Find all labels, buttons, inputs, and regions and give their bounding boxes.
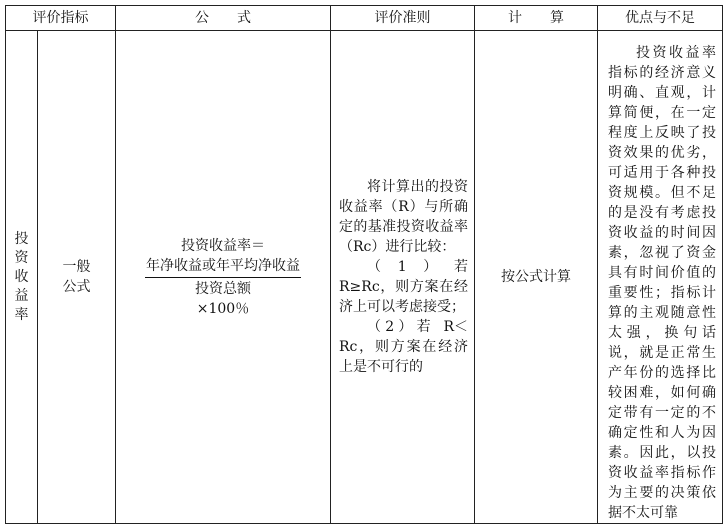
- sub-type: 一般公式: [62, 259, 91, 295]
- criteria-case-1: （1）若 R≥Rc，则方案在经济上可以考虑接受；: [339, 259, 468, 315]
- formula: [145, 236, 301, 319]
- pros-cons-cell: [598, 31, 723, 524]
- evaluation-table: [5, 5, 723, 524]
- calc-method: 按公式计算: [501, 269, 571, 285]
- pros-cons-text: 投资收益率指标的经济意义明确、直观，计算简便，在一定程度上反映了投资效果的优劣，可适用于各种投资规模。但不足的是没有考虑投资收益的时间因素，忽视了资金具有时间价值的重要性；指标计算的主观随意性太强，换句话说，就是正常生产年份的选择比较困难，如何确定带有一定的不确定性和人为因素。因此，以投资收益率指标作为主要的决策依据不太可靠: [608, 45, 716, 521]
- formula-cell: [116, 31, 331, 524]
- header-row: [6, 6, 723, 31]
- table-row: [6, 31, 723, 524]
- calc-cell: [475, 31, 598, 524]
- indicator-name: 投资收益率: [14, 230, 29, 323]
- sub-type-cell: [38, 31, 116, 524]
- criteria-case-2: （2）若 R＜Rc，则方案在经济上是不可行的: [339, 319, 468, 375]
- header-criteria: 评价准则: [331, 6, 475, 31]
- header-calc: 计 算: [475, 6, 598, 31]
- formula-fraction: [145, 256, 301, 299]
- header-pros-cons: 优点与不足: [598, 6, 723, 31]
- header-indicator: 评价指标: [6, 6, 116, 31]
- criteria-cell: [331, 31, 475, 524]
- header-formula: 公 式: [116, 6, 331, 31]
- formula-lhs: 投资收益率＝: [181, 237, 265, 254]
- criteria-intro: 将计算出的投资收益率（R）与所确定的基准投资收益率（Rc）进行比较：: [339, 179, 468, 255]
- formula-numerator: 年净收益或年平均净收益: [145, 256, 301, 278]
- formula-denominator: 投资总额: [195, 280, 251, 297]
- formula-multiplier: ×100％: [196, 300, 250, 317]
- indicator-name-cell: [6, 31, 38, 524]
